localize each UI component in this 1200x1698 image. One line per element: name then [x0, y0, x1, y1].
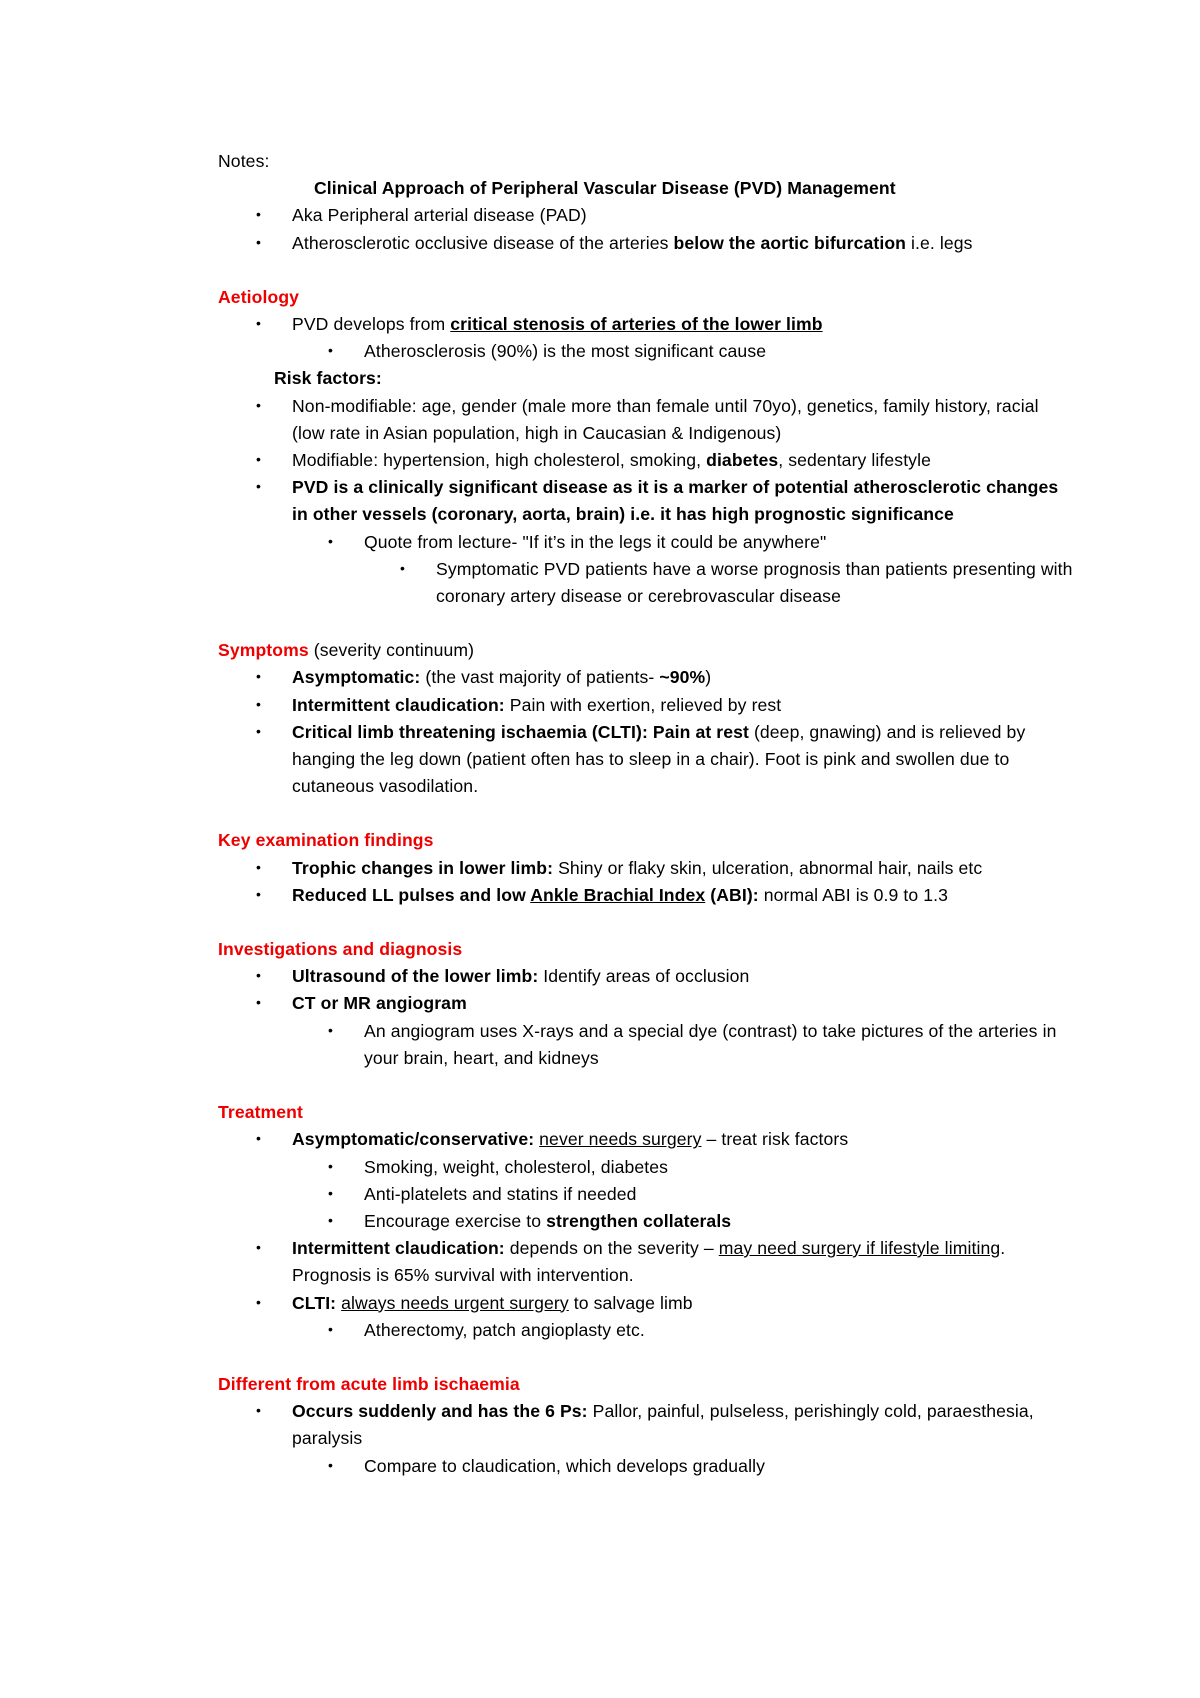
bullet-icon: •	[256, 695, 262, 712]
symptoms-list	[218, 664, 1110, 800]
list-item: • Atherectomy, patch angioplasty etc.	[218, 1317, 1110, 1344]
examination-list	[218, 855, 1110, 909]
list-item: • CLTI: always needs urgent surgery to salvage limb	[218, 1290, 1110, 1317]
list-item: • Intermittent claudication: depends on the severity – may need surgery if lifestyle limiting. Prognosis is 65% survival with intervention.	[218, 1235, 1072, 1289]
bullet-icon: •	[328, 1320, 334, 1337]
list-item: • An angiogram uses X-rays and a special dye (contrast) to take pictures of the arteries in your brain, heart, and kidneys	[218, 1018, 1074, 1072]
list-item: • Ultrasound of the lower limb: Identify areas of occlusion	[218, 963, 1110, 990]
treatment-list	[218, 1126, 1110, 1344]
list-item: • Asymptomatic/conservative: never needs surgery – treat risk factors	[218, 1126, 1110, 1153]
investigations-list	[218, 963, 1110, 1072]
bullet-icon: •	[328, 342, 334, 359]
section-heading-symptoms: Symptoms (severity continuum)	[218, 640, 475, 661]
bullet-icon: •	[256, 1293, 262, 1310]
bullet-icon: •	[256, 722, 262, 739]
bullet-icon: •	[400, 559, 406, 576]
bullet-icon: •	[256, 1239, 262, 1256]
bullet-icon: •	[256, 1130, 262, 1147]
bullet-icon: •	[256, 478, 262, 495]
bullet-icon: •	[256, 396, 262, 413]
bullet-icon: •	[256, 451, 262, 468]
bullet-icon: •	[256, 994, 262, 1011]
section-heading-acute-limb-ischaemia: Different from acute limb ischaemia	[218, 1373, 520, 1394]
bullet-icon: •	[256, 668, 262, 685]
list-item: • Atherosclerosis (90%) is the most significant cause	[218, 338, 1110, 365]
section-heading-investigations: Investigations and diagnosis	[218, 939, 463, 960]
bullet-icon: •	[256, 885, 262, 902]
list-item: • Asymptomatic: (the vast majority of patients- ~90%)	[218, 664, 1110, 691]
list-item: • Quote from lecture- "If it’s in the legs it could be anywhere"	[218, 529, 1110, 556]
list-item: • Intermittent claudication: Pain with exertion, relieved by rest	[218, 692, 1110, 719]
intro-list	[218, 202, 1110, 256]
list-item: • PVD develops from critical stenosis of arteries of the lower limb	[218, 311, 1110, 338]
bullet-icon: •	[328, 1184, 334, 1201]
document-title: Clinical Approach of Peripheral Vascular Disease (PVD) Management	[314, 178, 896, 199]
bullet-icon: •	[256, 315, 262, 332]
list-item: • Aka Peripheral arterial disease (PAD)	[218, 202, 1110, 229]
section-heading-treatment: Treatment	[218, 1102, 303, 1123]
bullet-icon: •	[256, 858, 262, 875]
risk-factors-list	[218, 393, 1110, 611]
bullet-icon: •	[328, 1211, 334, 1228]
bullet-icon: •	[256, 233, 262, 250]
list-item: • Compare to claudication, which develops gradually	[218, 1453, 1110, 1480]
notes-label: Notes:	[218, 151, 270, 171]
list-item: • Critical limb threatening ischaemia (CLTI): Pain at rest (deep, gnawing) and is relieved by hanging the leg down (patient often has to sleep in a chair). Foot is pink and swollen due to cutaneous vasodilation.	[218, 719, 1072, 801]
list-item: • Modifiable: hypertension, high cholesterol, smoking, diabetes, sedentary lifestyle	[218, 447, 1110, 474]
bullet-icon: •	[328, 532, 334, 549]
bullet-icon: •	[328, 1157, 334, 1174]
list-item: • Reduced LL pulses and low Ankle Brachial Index (ABI): normal ABI is 0.9 to 1.3	[218, 882, 1110, 909]
list-item: • Anti-platelets and statins if needed	[218, 1181, 1110, 1208]
list-item: • CT or MR angiogram	[218, 990, 1110, 1017]
list-item: • Smoking, weight, cholesterol, diabetes	[218, 1154, 1110, 1181]
aetiology-list	[218, 311, 1110, 365]
list-item: • Symptomatic PVD patients have a worse prognosis than patients presenting with coronary artery disease or cerebrovascular disease	[218, 556, 1076, 610]
bullet-icon: •	[256, 206, 262, 223]
list-item: • Trophic changes in lower limb: Shiny or flaky skin, ulceration, abnormal hair, nails etc	[218, 855, 1072, 882]
bullet-icon: •	[256, 1402, 262, 1419]
list-item: • Encourage exercise to strengthen collaterals	[218, 1208, 1110, 1235]
bullet-icon: •	[328, 1456, 334, 1473]
list-item: • Occurs suddenly and has the 6 Ps: Pallor, painful, pulseless, perishingly cold, paraesthesia, paralysis	[218, 1398, 1072, 1452]
section-heading-examination: Key examination findings	[218, 830, 434, 851]
list-item: • Atherosclerotic occlusive disease of the arteries below the aortic bifurcation i.e. legs	[218, 230, 1110, 257]
bullet-icon: •	[328, 1021, 334, 1038]
list-item: • Non-modifiable: age, gender (male more than female until 70yo), genetics, family history, racial (low rate in Asian population, high in Caucasian & Indigenous)	[218, 393, 1072, 447]
section-heading-aetiology: Aetiology	[218, 286, 300, 307]
bullet-icon: •	[256, 967, 262, 984]
list-item: • PVD is a clinically significant disease as it is a marker of potential atherosclerotic changes in other vessels (coronary, aorta, brain) i.e. it has high prognostic significance	[218, 474, 1072, 528]
acute-list	[218, 1398, 1110, 1480]
risk-factors-heading: Risk factors:	[274, 368, 382, 389]
